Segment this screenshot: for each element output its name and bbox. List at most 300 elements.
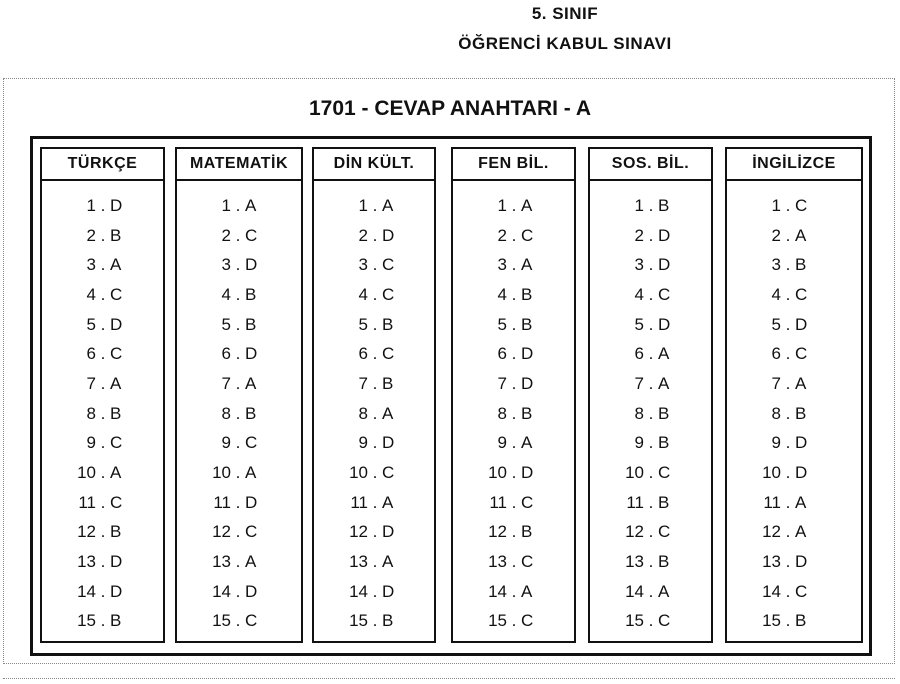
separator: .	[372, 284, 378, 304]
question-number: 14	[349, 581, 368, 601]
separator: .	[648, 284, 654, 304]
answer-row	[177, 280, 301, 310]
answer-row	[727, 280, 861, 310]
separator: .	[372, 522, 378, 542]
answer-letter: A	[245, 463, 257, 483]
question-number: 11	[763, 492, 781, 512]
separator: .	[785, 611, 791, 631]
question-number: 4	[221, 284, 231, 304]
answer-letter: C	[521, 552, 534, 572]
answer-row	[727, 607, 861, 637]
answer-row	[42, 547, 163, 577]
question-number: 15	[625, 611, 644, 631]
answer-letter: A	[658, 344, 670, 364]
question-number: 2	[221, 225, 231, 245]
answer-letter: D	[795, 552, 808, 572]
question-number: 5	[86, 314, 96, 334]
question-number: 2	[86, 225, 96, 245]
question-number: 6	[497, 344, 507, 364]
answer-letter: B	[521, 284, 533, 304]
separator: .	[372, 581, 378, 601]
separator: .	[511, 463, 517, 483]
column-header: FEN BİL.	[453, 149, 574, 181]
separator: .	[511, 255, 517, 275]
question-number: 12	[488, 522, 507, 542]
separator: .	[372, 255, 378, 275]
question-number: 8	[358, 403, 368, 423]
separator: .	[648, 552, 654, 572]
answer-letter: D	[245, 581, 258, 601]
question-number: 9	[771, 433, 781, 453]
answer-letter: D	[795, 314, 808, 334]
answer-row	[453, 250, 574, 280]
question-number: 7	[634, 373, 644, 393]
answer-letter: D	[110, 195, 123, 215]
separator: .	[235, 552, 241, 572]
question-number: 2	[497, 225, 507, 245]
separator: .	[100, 314, 106, 334]
answer-row	[453, 429, 574, 459]
separator: .	[235, 492, 241, 512]
separator: .	[235, 314, 241, 334]
answer-letter: C	[521, 492, 534, 512]
answer-letter: C	[795, 581, 808, 601]
separator: .	[785, 463, 791, 483]
question-number: 13	[349, 552, 368, 572]
answer-letter: B	[245, 314, 257, 334]
question-number: 1	[634, 195, 644, 215]
answer-letter: D	[245, 344, 258, 364]
answer-letter: B	[521, 522, 533, 542]
answer-row	[453, 280, 574, 310]
answer-letter: D	[521, 463, 534, 483]
answer-row	[453, 488, 574, 518]
question-number: 9	[86, 433, 96, 453]
column-header: TÜRKÇE	[42, 149, 163, 181]
answer-letter: B	[110, 611, 122, 631]
answer-row	[314, 488, 434, 518]
answer-row	[177, 607, 301, 637]
column-header: DİN KÜLT.	[314, 149, 434, 181]
column-header: MATEMATİK	[177, 149, 301, 181]
answer-row	[727, 221, 861, 251]
answer-row	[453, 547, 574, 577]
column-header: İNGİLİZCE	[727, 149, 861, 181]
question-number: 12	[77, 522, 96, 542]
answer-row	[590, 280, 711, 310]
question-number: 2	[771, 225, 781, 245]
column-header: SOS. BİL.	[590, 149, 711, 181]
answer-row	[42, 458, 163, 488]
answer-row	[590, 577, 711, 607]
answer-row	[453, 458, 574, 488]
separator: .	[511, 284, 517, 304]
answer-row	[42, 369, 163, 399]
answer-list	[590, 181, 711, 636]
question-number: 13	[212, 552, 231, 572]
answer-row	[453, 369, 574, 399]
question-number: 4	[771, 284, 781, 304]
separator: .	[100, 255, 106, 275]
answer-letter: B	[382, 314, 394, 334]
separator: .	[100, 433, 106, 453]
answer-row	[727, 369, 861, 399]
answer-row	[453, 310, 574, 340]
answer-row	[177, 369, 301, 399]
answer-letter: B	[658, 403, 670, 423]
separator: .	[511, 552, 517, 572]
question-number: 9	[358, 433, 368, 453]
answer-row	[453, 191, 574, 221]
answer-row	[727, 577, 861, 607]
separator: .	[648, 463, 654, 483]
question-number: 3	[221, 255, 231, 275]
answer-row	[727, 547, 861, 577]
question-number: 10	[349, 463, 368, 483]
answer-letter: B	[245, 403, 257, 423]
separator: .	[372, 492, 378, 512]
separator: .	[785, 344, 791, 364]
answer-letter: D	[245, 255, 258, 275]
answer-letter: C	[795, 195, 808, 215]
answer-letter: B	[795, 611, 807, 631]
answer-row	[42, 250, 163, 280]
answer-letter: B	[658, 433, 670, 453]
answer-row	[314, 458, 434, 488]
answer-letter: D	[658, 225, 671, 245]
question-number: 3	[86, 255, 96, 275]
answer-letter: C	[658, 522, 671, 542]
answer-letter: B	[521, 403, 533, 423]
answer-column	[312, 147, 436, 643]
answer-letter: A	[795, 373, 807, 393]
answer-letter: B	[110, 225, 122, 245]
answer-row	[177, 191, 301, 221]
separator: .	[372, 314, 378, 334]
separator: .	[235, 344, 241, 364]
separator: .	[785, 581, 791, 601]
answer-row	[727, 488, 861, 518]
answer-letter: A	[795, 225, 807, 245]
separator: .	[100, 195, 106, 215]
answer-letter: C	[521, 225, 534, 245]
question-number: 5	[221, 314, 231, 334]
question-number: 10	[212, 463, 231, 483]
separator: .	[648, 611, 654, 631]
separator: .	[235, 403, 241, 423]
separator: .	[648, 225, 654, 245]
answer-letter: C	[382, 344, 395, 364]
separator: .	[511, 581, 517, 601]
separator: .	[648, 403, 654, 423]
separator: .	[648, 522, 654, 542]
answer-row	[590, 310, 711, 340]
separator: .	[372, 225, 378, 245]
answer-letter: B	[245, 284, 257, 304]
answer-row	[727, 518, 861, 548]
answer-letter: D	[382, 522, 395, 542]
question-number: 8	[634, 403, 644, 423]
answer-row	[42, 607, 163, 637]
answer-row	[42, 429, 163, 459]
separator: .	[648, 314, 654, 334]
question-number: 13	[762, 552, 781, 572]
answer-letter: A	[795, 492, 807, 512]
answer-letter: D	[110, 581, 123, 601]
question-number: 12	[349, 522, 368, 542]
separator: .	[511, 373, 517, 393]
question-number: 10	[77, 463, 96, 483]
question-number: 13	[77, 552, 96, 572]
answer-letter: A	[382, 492, 394, 512]
answer-row	[590, 488, 711, 518]
answer-row	[42, 280, 163, 310]
question-number: 7	[497, 373, 507, 393]
separator: .	[372, 552, 378, 572]
question-number: 13	[488, 552, 507, 572]
answer-letter: C	[382, 463, 395, 483]
separator: .	[100, 284, 106, 304]
answer-letter: A	[521, 433, 533, 453]
answer-letter: A	[795, 522, 807, 542]
answer-row	[453, 339, 574, 369]
separator: .	[785, 373, 791, 393]
answer-row	[177, 518, 301, 548]
question-number: 10	[625, 463, 644, 483]
answer-row	[177, 250, 301, 280]
question-number: 11	[626, 492, 644, 512]
answer-letter: C	[245, 522, 258, 542]
answer-list	[177, 181, 301, 636]
question-number: 2	[634, 225, 644, 245]
question-number: 15	[77, 611, 96, 631]
answer-row	[453, 577, 574, 607]
separator: .	[511, 492, 517, 512]
question-number: 7	[771, 373, 781, 393]
question-number: 3	[634, 255, 644, 275]
answer-letter: B	[658, 552, 670, 572]
question-number: 14	[488, 581, 507, 601]
answer-letter: A	[521, 581, 533, 601]
question-number: 11	[350, 492, 368, 512]
answer-letter: A	[658, 581, 670, 601]
question-number: 10	[488, 463, 507, 483]
answer-row	[590, 547, 711, 577]
separator: .	[785, 552, 791, 572]
separator: .	[785, 492, 791, 512]
separator: .	[235, 225, 241, 245]
answer-row	[42, 339, 163, 369]
question-number: 8	[221, 403, 231, 423]
answer-letter: D	[382, 433, 395, 453]
question-number: 4	[497, 284, 507, 304]
answer-row	[590, 369, 711, 399]
answer-row	[727, 310, 861, 340]
answer-letter: C	[795, 284, 808, 304]
answer-row	[177, 310, 301, 340]
answer-row	[727, 429, 861, 459]
answer-letter: A	[245, 552, 257, 572]
answer-row	[590, 429, 711, 459]
answer-letter: D	[382, 581, 395, 601]
question-number: 6	[358, 344, 368, 364]
answer-letter: C	[245, 433, 258, 453]
question-number: 6	[634, 344, 644, 364]
separator: .	[372, 611, 378, 631]
separator: .	[372, 344, 378, 364]
question-number: 5	[497, 314, 507, 334]
answer-letter: B	[658, 492, 670, 512]
answer-row	[727, 399, 861, 429]
separator: .	[648, 433, 654, 453]
answer-row	[42, 399, 163, 429]
answer-letter: C	[658, 284, 671, 304]
question-number: 1	[358, 195, 368, 215]
question-number: 4	[634, 284, 644, 304]
answer-column	[588, 147, 713, 643]
answer-letter: D	[382, 225, 395, 245]
question-number: 6	[221, 344, 231, 364]
answer-letter: A	[521, 255, 533, 275]
answer-letter: C	[382, 255, 395, 275]
separator: .	[648, 492, 654, 512]
answer-letter: C	[658, 611, 671, 631]
question-number: 12	[212, 522, 231, 542]
question-number: 3	[497, 255, 507, 275]
question-number: 14	[212, 581, 231, 601]
answer-letter: D	[795, 463, 808, 483]
answer-letter: A	[245, 373, 257, 393]
answer-row	[314, 607, 434, 637]
answer-row	[42, 488, 163, 518]
answer-letter: B	[110, 403, 122, 423]
answer-row	[177, 577, 301, 607]
answer-row	[177, 488, 301, 518]
separator: .	[100, 344, 106, 364]
separator: .	[785, 314, 791, 334]
question-number: 14	[625, 581, 644, 601]
separator: .	[511, 195, 517, 215]
question-number: 1	[86, 195, 96, 215]
answer-row	[314, 221, 434, 251]
answer-row	[453, 518, 574, 548]
question-number: 2	[358, 225, 368, 245]
question-number: 4	[358, 284, 368, 304]
separator: .	[785, 284, 791, 304]
question-number: 13	[625, 552, 644, 572]
answer-list	[314, 181, 434, 636]
question-number: 1	[497, 195, 507, 215]
answer-row	[177, 399, 301, 429]
question-number: 10	[762, 463, 781, 483]
answer-letter: B	[110, 522, 122, 542]
answer-row	[177, 221, 301, 251]
separator: .	[511, 522, 517, 542]
answer-letter: C	[245, 611, 258, 631]
answer-column	[725, 147, 863, 643]
separator: .	[100, 522, 106, 542]
answer-row	[177, 429, 301, 459]
answer-letter: C	[110, 433, 123, 453]
answer-row	[177, 339, 301, 369]
answer-row	[590, 221, 711, 251]
answer-row	[314, 429, 434, 459]
answer-row	[42, 310, 163, 340]
answer-list	[42, 181, 163, 636]
answer-letter: A	[110, 373, 122, 393]
answer-letter: A	[110, 255, 122, 275]
answer-row	[727, 250, 861, 280]
question-number: 15	[488, 611, 507, 631]
separator: .	[785, 433, 791, 453]
separator: .	[100, 373, 106, 393]
question-number: 12	[625, 522, 644, 542]
question-number: 5	[634, 314, 644, 334]
question-number: 3	[358, 255, 368, 275]
question-number: 7	[221, 373, 231, 393]
answer-row	[314, 250, 434, 280]
exam-title-heading: ÖĞRENCİ KABUL SINAVI	[458, 34, 672, 53]
answer-row	[590, 191, 711, 221]
answer-letter: A	[521, 195, 533, 215]
question-number: 12	[762, 522, 781, 542]
separator: .	[100, 581, 106, 601]
answer-row	[590, 399, 711, 429]
separator: .	[100, 403, 106, 423]
question-number: 15	[349, 611, 368, 631]
question-number: 15	[762, 611, 781, 631]
separator: .	[235, 255, 241, 275]
answer-row	[453, 399, 574, 429]
question-number: 8	[497, 403, 507, 423]
answer-letter: A	[382, 552, 394, 572]
separator: .	[235, 433, 241, 453]
separator: .	[372, 403, 378, 423]
answer-row	[314, 280, 434, 310]
question-number: 9	[221, 433, 231, 453]
question-number: 8	[86, 403, 96, 423]
answer-column	[451, 147, 576, 643]
answer-row	[314, 577, 434, 607]
separator: .	[511, 433, 517, 453]
separator: .	[648, 195, 654, 215]
answer-letter: C	[521, 611, 534, 631]
question-number: 3	[771, 255, 781, 275]
answer-letter: C	[658, 463, 671, 483]
answer-letter: B	[521, 314, 533, 334]
answer-row	[590, 250, 711, 280]
answer-row	[314, 518, 434, 548]
question-number: 14	[77, 581, 96, 601]
question-number: 1	[221, 195, 231, 215]
separator: .	[372, 195, 378, 215]
answer-letter: A	[245, 195, 257, 215]
answer-row	[42, 577, 163, 607]
separator: .	[100, 552, 106, 572]
separator: .	[372, 463, 378, 483]
separator: .	[235, 522, 241, 542]
separator: .	[235, 611, 241, 631]
question-number: 6	[771, 344, 781, 364]
separator: .	[235, 581, 241, 601]
question-number: 7	[86, 373, 96, 393]
question-number: 14	[762, 581, 781, 601]
separator: .	[785, 225, 791, 245]
answer-row	[42, 221, 163, 251]
separator: .	[785, 403, 791, 423]
answer-row	[590, 458, 711, 488]
question-number: 11	[489, 492, 507, 512]
